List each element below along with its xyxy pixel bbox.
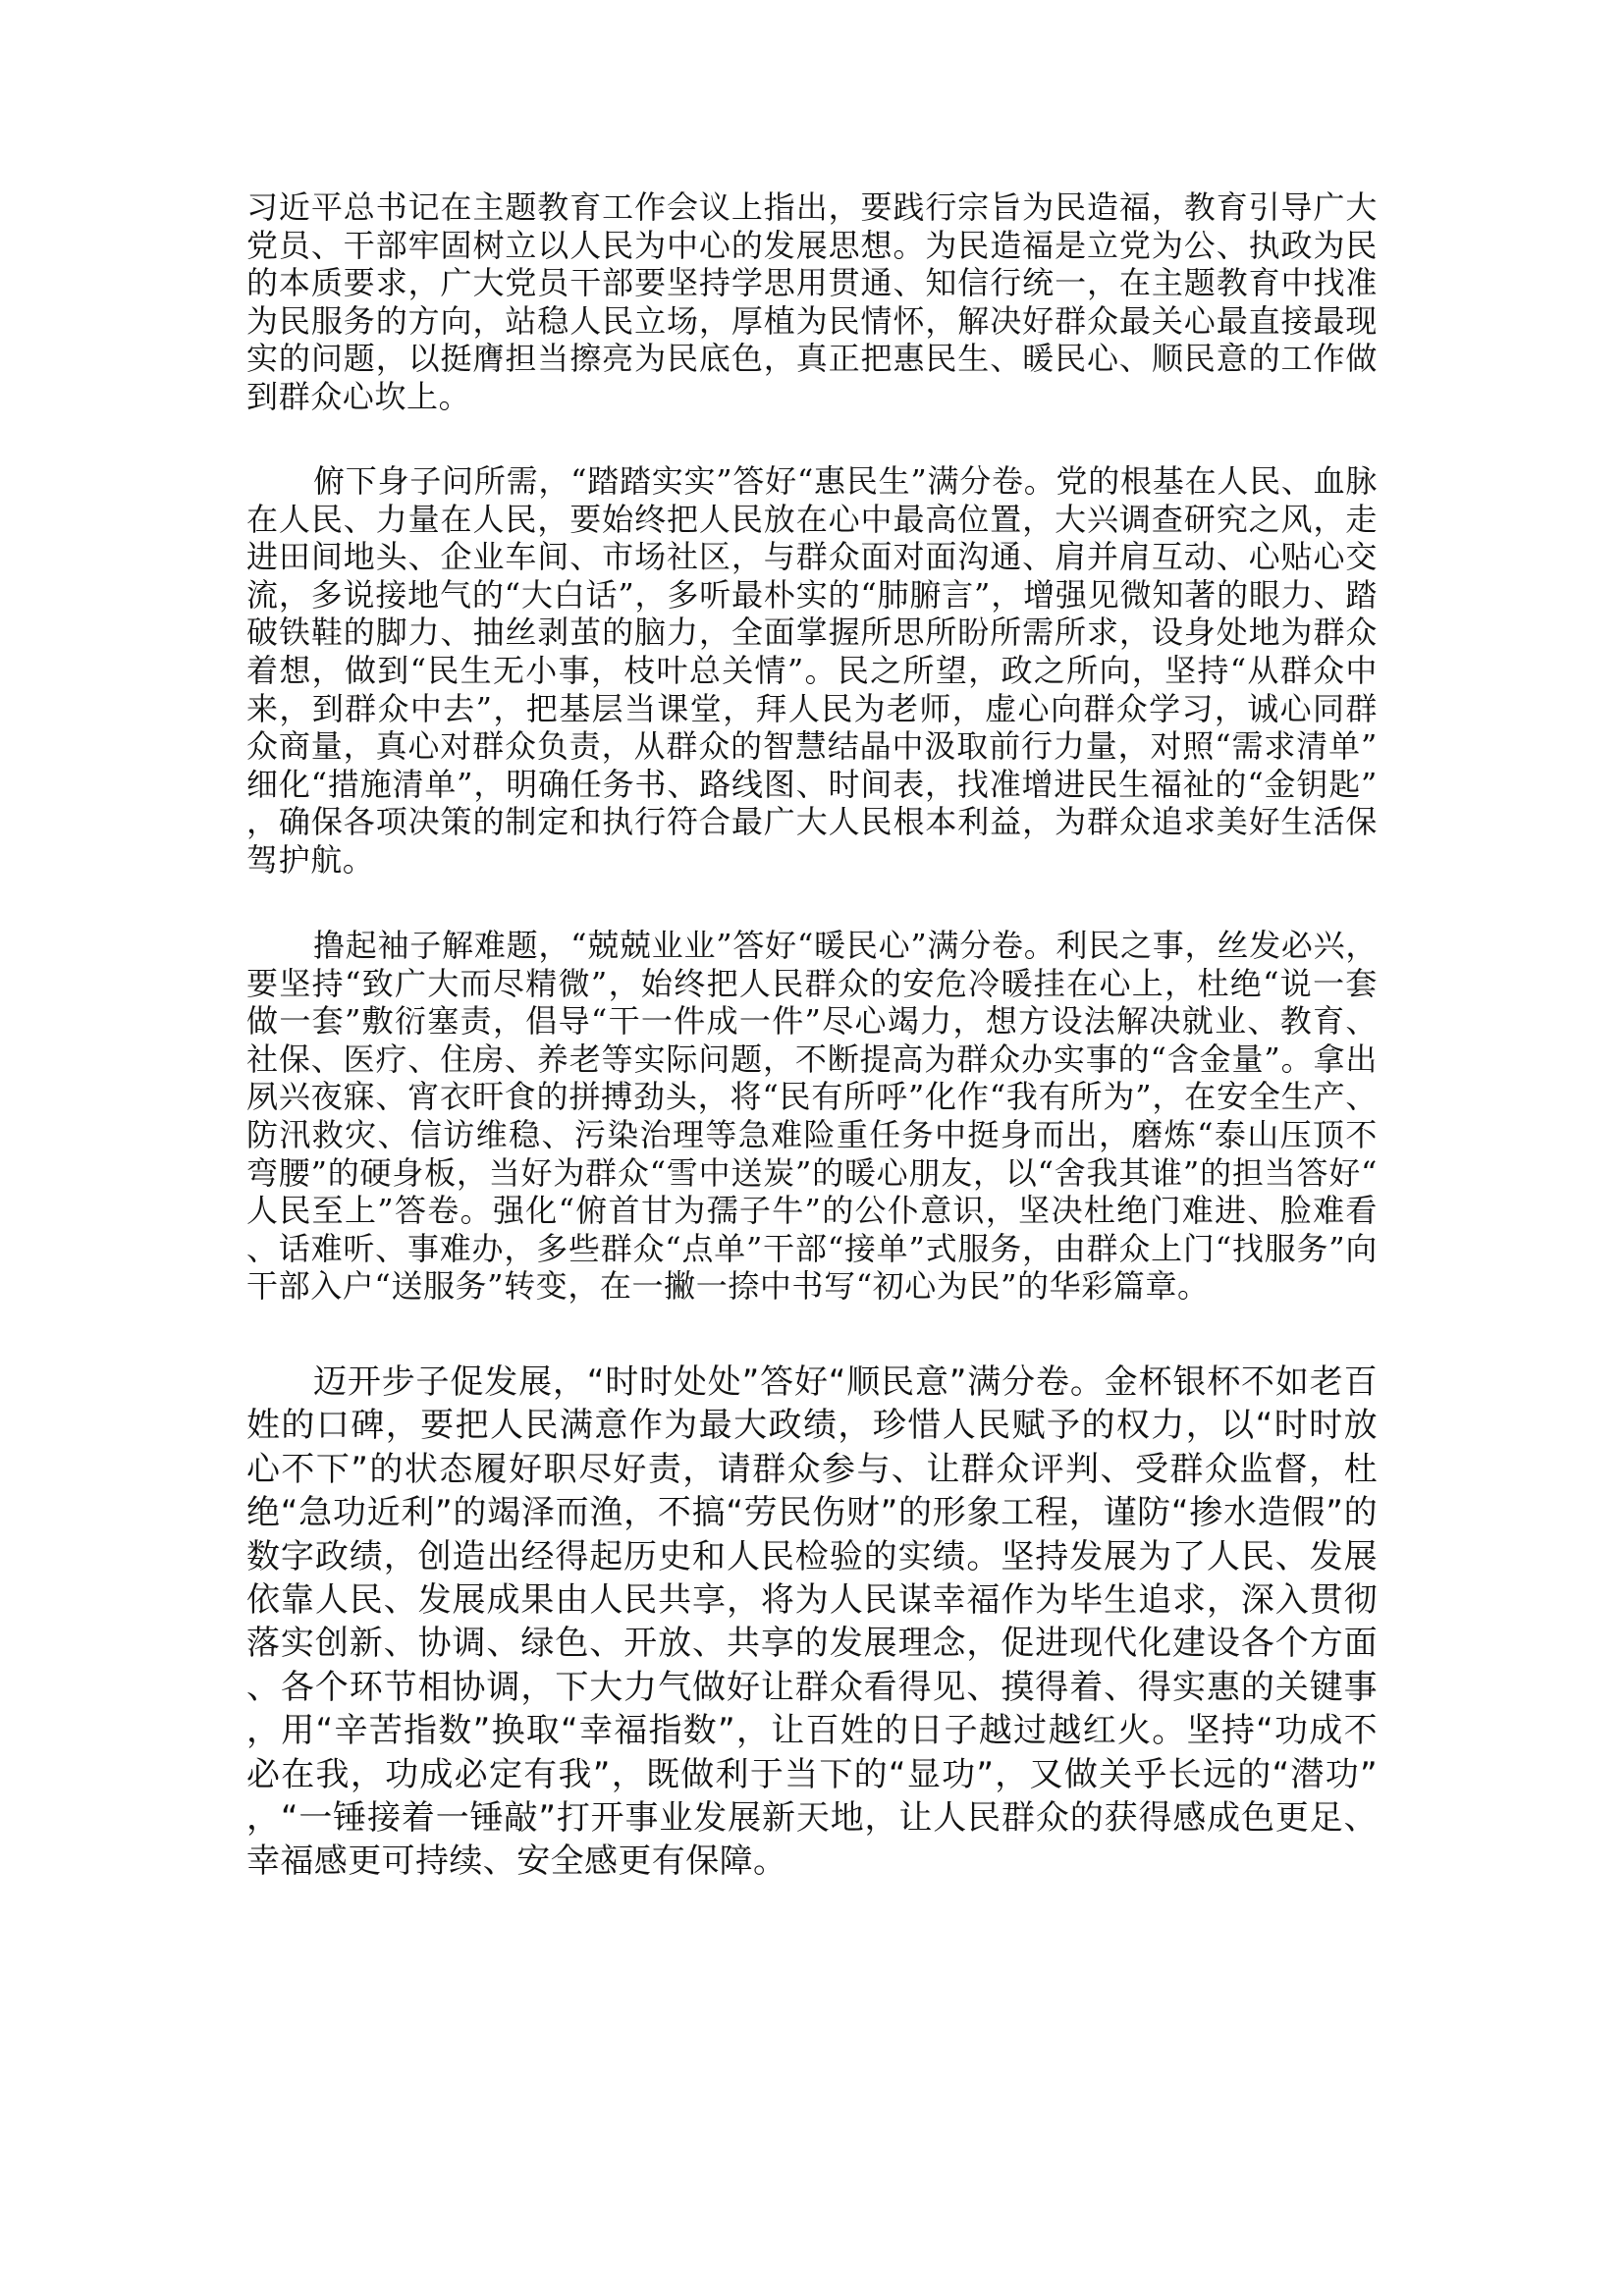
paragraph-intro: 习近平总书记在主题教育工作会议上指出，要践行宗旨为民造福，教育引导广大党员、干部牢固树立以人民为中心的发展思想。为民造福是立党为公、执政为民的本质要求，广大党员干部要坚持学思用贯通、知信行统一，在主题教育中找准为民服务的方向，站稳人民立场，厚植为民情怀，解决好群众最关心最直接最现实的问题，以挺膺担当擦亮为民底色，真正把惠民生、暖民心、顺民意的工作做到群众心坎上。 <box>246 188 1378 415</box>
paragraph-nuan-min-xin: 撸起袖子解难题，“兢兢业业”答好“暖民心”满分卷。利民之事，丝发必兴，要坚持“致广大而尽精微”，始终把人民群众的安危冷暖挂在心上，杜绝“说一套做一套”敷衍塞责，倡导“干一件成一件”尽心竭力，想方设法解决就业、教育、社保、医疗、住房、养老等实际问题，不断提高为群众办实事的“含金量”。拿出夙兴夜寐、宵衣旰食的拼搏劲头，将“民有所呼”化作“我有所为”，在安全生产、防汛救灾、信访维稳、污染治理等急难险重任务中挺身而出，磨炼“泰山压顶不弯腰”的硬身板，当好为群众“雪中送炭”的暖心朋友，以“舍我其谁”的担当答好“人民至上”答卷。强化“俯首甘为孺子牛”的公仆意识，坚决杜绝门难进、脸难看、话难听、事难办，多些群众“点单”干部“接单”式服务，由群众上门“找服务”向干部入户“送服务”转变，在一撇一捺中书写“初心为民”的华彩篇章。 <box>246 927 1378 1306</box>
paragraph-shun-min-yi: 迈开步子促发展，“时时处处”答好“顺民意”满分卷。金杯银杯不如老百姓的口碑，要把人民满意作为最大政绩，珍惜人民赋予的权力，以“时时放心不下”的状态履好职尽好责，请群众参与、让群众评判、受群众监督，杜绝“急功近利”的竭泽而渔，不搞“劳民伤财”的形象工程，谨防“掺水造假”的数字政绩，创造出经得起历史和人民检验的实绩。坚持发展为了人民、发展依靠人民、发展成果由人民共享，将为人民谋幸福作为毕生追求，深入贯彻落实创新、协调、绿色、开放、共享的发展理念，促进现代化建设各个方面、各个环节相协调，下大力气做好让群众看得见、摸得着、得实惠的关键事，用“辛苦指数”换取“幸福指数”，让百姓的日子越过越红火。坚持“功成不必在我，功成必定有我”，既做利于当下的“显功”，又做关乎长远的“潜功”，“一锤接着一锤敲”打开事业发展新天地，让人民群众的获得感成色更足、幸福感更可持续、安全感更有保障。 <box>246 1362 1378 1882</box>
paragraph-hui-min-sheng: 俯下身子问所需，“踏踏实实”答好“惠民生”满分卷。党的根基在人民、血脉在人民、力量在人民，要始终把人民放在心中最高位置，大兴调查研究之风，走进田间地头、企业车间、市场社区，与群众面对面沟通、肩并肩互动、心贴心交流，多说接地气的“大白话”，多听最朴实的“肺腑言”，增强见微知著的眼力、踏破铁鞋的脚力、抽丝剥茧的脑力，全面掌握所思所盼所需所求，设身处地为群众着想，做到“民生无小事，枝叶总关情”。民之所望，政之所向，坚持“从群众中来，到群众中去”，把基层当课堂，拜人民为老师，虚心向群众学习，诚心同群众商量，真心对群众负责，从群众的智慧结晶中汲取前行力量，对照“需求清单”细化“措施清单”，明确任务书、路线图、时间表，找准增进民生福祉的“金钥匙”，确保各项决策的制定和执行符合最广大人民根本利益，为群众追求美好生活保驾护航。 <box>246 462 1378 879</box>
